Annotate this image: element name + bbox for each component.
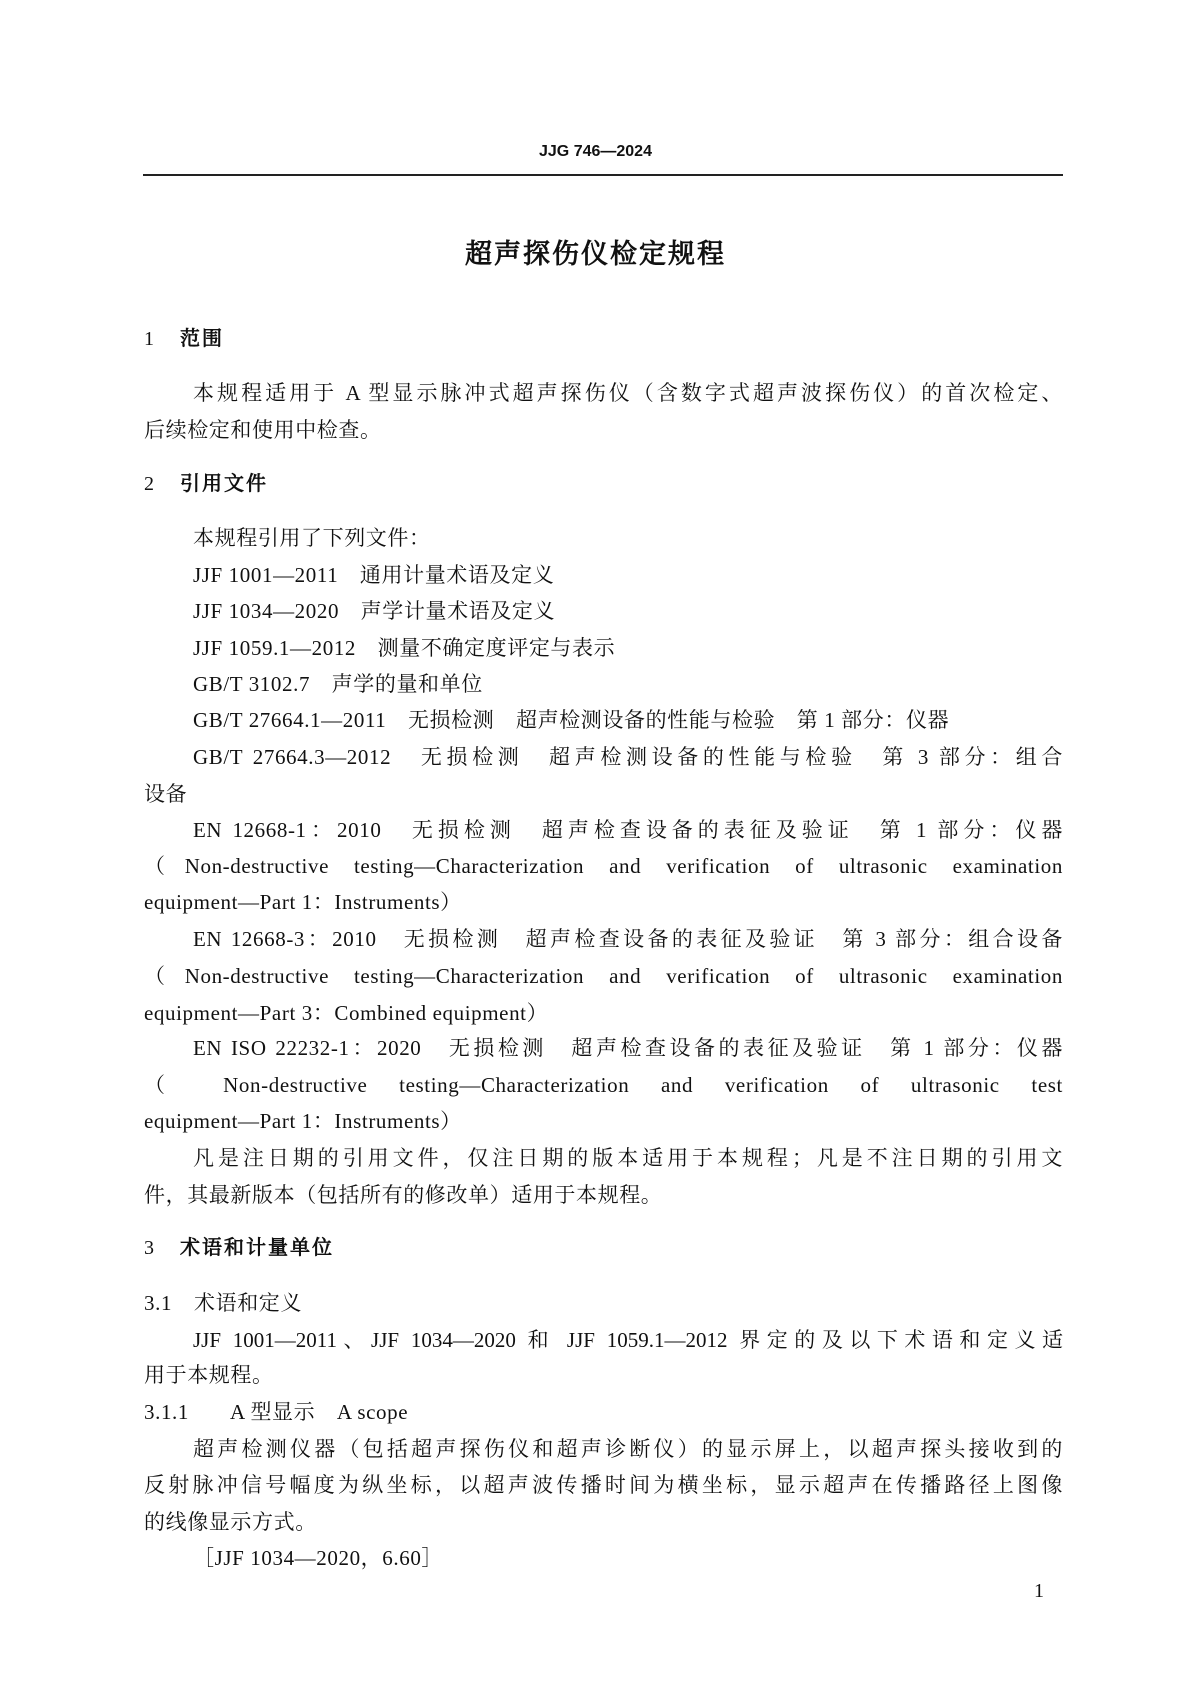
paragraph-line: 后续检定和使用中检查。 <box>144 418 382 442</box>
paragraph-line: 件，其最新版本（包括所有的修改单）适用于本规程。 <box>144 1183 663 1207</box>
reference-line: （Non-destructive testing—Characterization and verification of ultrasonic examination <box>144 964 1063 988</box>
reference-line: equipment—Part 1：Instruments） <box>144 890 462 914</box>
subsection-3-1-1-heading: 3.1.1 A 型显示 A scope <box>144 1400 409 1424</box>
section-2-heading: 2 引用文件 <box>144 473 268 495</box>
paragraph-line: 反射脉冲信号幅度为纵坐标，以超声波传播时间为横坐标，显示超声在传播路径上图像 <box>144 1473 1063 1497</box>
reference-line: （ Non-destructive testing—Characterization and verification of ultrasonic test <box>144 1073 1063 1097</box>
reference-line: JJF 1034—2020 声学计量术语及定义 <box>193 599 556 623</box>
reference-line: equipment—Part 1：Instruments） <box>144 1109 462 1133</box>
reference-line: EN 12668-3：2010 无损检测 超声检查设备的表征及验证 第 3 部分：组合设备 <box>193 927 1063 951</box>
reference-line: JJF 1059.1—2012 测量不确定度评定与表示 <box>193 636 616 660</box>
reference-line: JJF 1001—2011 通用计量术语及定义 <box>193 563 555 587</box>
paragraph-line: 凡是注日期的引用文件，仅注日期的版本适用于本规程；凡是不注日期的引用文 <box>193 1146 1063 1170</box>
source-citation: ［JJF 1034—2020，6.60］ <box>193 1546 444 1570</box>
reference-line: GB/T 27664.1—2011 无损检测 超声检测设备的性能与检验 第 1 部分：仪器 <box>193 708 950 732</box>
subsection-3-1-heading: 3.1 术语和定义 <box>144 1291 302 1315</box>
paragraph-line: 用于本规程。 <box>144 1363 274 1387</box>
reference-line: 设备 <box>144 782 188 806</box>
paragraph-line: 超声检测仪器（包括超声探伤仪和超声诊断仪）的显示屏上，以超声探头接收到的 <box>193 1437 1063 1461</box>
page-number: 1 <box>1034 1580 1044 1602</box>
reference-line: GB/T 3102.7 声学的量和单位 <box>193 672 483 696</box>
reference-line: 本规程引用了下列文件： <box>193 526 431 550</box>
reference-line: GB/T 27664.3—2012 无损检测 超声检测设备的性能与检验 第 3 部分：组合 <box>193 745 1063 769</box>
reference-line: EN ISO 22232-1：2020 无损检测 超声检查设备的表征及验证 第 1 部分：仪器 <box>193 1036 1063 1060</box>
paragraph-line: 本规程适用于 A 型显示脉冲式超声探伤仪（含数字式超声波探伤仪）的首次检定、 <box>193 381 1063 405</box>
reference-line: （Non-destructive testing—Characterization and verification of ultrasonic examination <box>144 854 1063 878</box>
section-3-heading: 3 术语和计量单位 <box>144 1237 334 1259</box>
header-rule <box>143 174 1063 176</box>
reference-line: EN 12668-1：2010 无损检测 超声检查设备的表征及验证 第 1 部分：仪器 <box>193 818 1063 842</box>
reference-line: equipment—Part 3：Combined equipment） <box>144 1001 549 1025</box>
running-header: JJG 746—2024 <box>539 143 652 160</box>
document-title: 超声探伤仪检定规程 <box>465 239 726 269</box>
paragraph-line: 的线像显示方式。 <box>144 1510 317 1534</box>
paragraph-line: JJF 1001—2011、JJF 1034—2020 和 JJF 1059.1—2012 界定的及以下术语和定义适 <box>193 1328 1063 1352</box>
section-1-heading: 1 范围 <box>144 328 224 350</box>
